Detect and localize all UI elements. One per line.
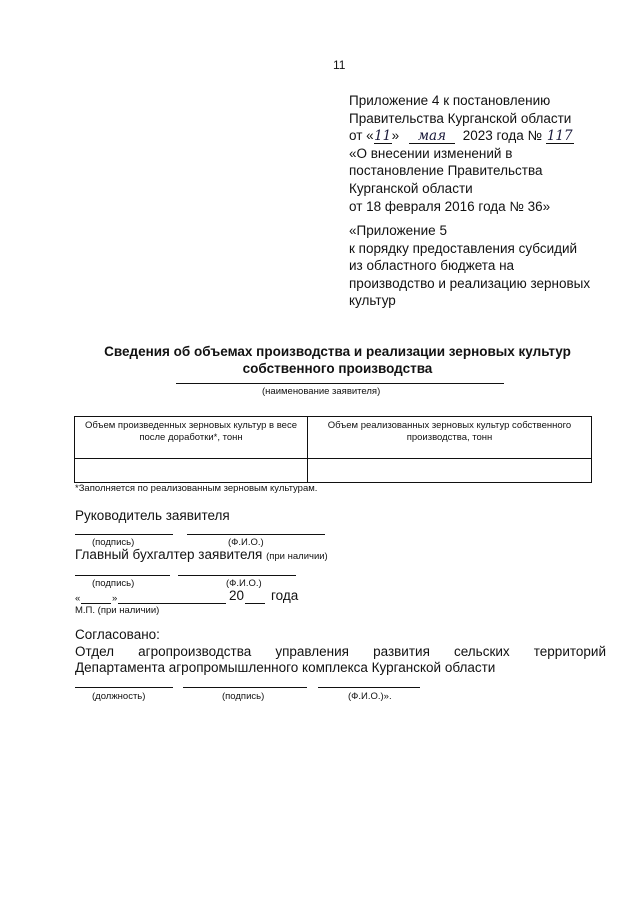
appendix-line: Курганской области: [349, 180, 473, 196]
title-line: собственного производства: [242, 361, 433, 376]
date-month-line: [118, 603, 226, 604]
stamp-label: М.П. (при наличии): [75, 605, 160, 616]
date-year-prefix: 20: [229, 588, 245, 603]
accountant-label: Главный бухгалтер заявителя: [75, 547, 263, 562]
appendix-subheader: [349, 222, 590, 310]
agreed-fio-line: [318, 687, 420, 688]
head-sign-line: [75, 534, 173, 535]
agreed-dept-line2: Департамента агропромышленного комплекса Курганской области: [75, 660, 496, 675]
applicant-name-line: [176, 383, 504, 384]
date-year-suffix: года: [271, 588, 299, 603]
head-label: Руководитель заявителя: [75, 508, 230, 523]
agreed-position-line: [75, 687, 173, 688]
appendix-line: Правительства Курганской области: [349, 110, 572, 126]
accountant-fio-line: [178, 575, 296, 576]
accountant-fio-label: (Ф.И.О.): [226, 578, 262, 589]
title-line: Сведения об объемах производства и реализации зерновых культур: [104, 344, 571, 359]
page-number: 11: [333, 58, 346, 72]
appendix-date-prefix: от «: [349, 128, 374, 144]
head-fio-line: [187, 534, 325, 535]
document-title: [60, 343, 615, 377]
appendix2-line: культур: [349, 293, 396, 309]
agreed-label: Согласовано:: [75, 627, 160, 642]
footnote: *Заполняется по реализованным зерновым культурам.: [75, 483, 318, 494]
table-header-sold: Объем реализованных зерновых культур собственного производства, тонн: [308, 417, 592, 459]
appendix2-line: производство и реализацию зерновых: [349, 275, 591, 291]
volumes-table: [74, 416, 592, 483]
appendix-header: [349, 92, 574, 215]
head-sign-label: (подпись): [92, 537, 135, 548]
table-cell-produced[interactable]: [75, 459, 308, 483]
appendix-date-quote: »: [391, 128, 400, 144]
appendix-date-number: 117: [546, 128, 573, 145]
appendix-line: от 18 февраля 2016 года № 36»: [349, 198, 551, 214]
table-header-produced: Объем произведенных зерновых культур в весе после доработки*, тонн: [75, 417, 308, 459]
appendix2-line: к порядку предоставления субсидий: [349, 240, 578, 256]
agreed-fio-label: (Ф.И.О.)».: [348, 691, 392, 702]
accountant-note: (при наличии): [266, 551, 328, 562]
agreed-position-label: (должность): [92, 691, 146, 702]
table-cell-sold[interactable]: [308, 459, 592, 483]
appendix2-line: из областного бюджета на: [349, 258, 515, 274]
accountant-sign-line: [75, 575, 170, 576]
accountant-sign-label: (подпись): [92, 578, 135, 589]
agreed-sign-label: (подпись): [222, 691, 265, 702]
appendix2-line: «Приложение 5: [349, 223, 447, 238]
date-day-line: [81, 603, 111, 604]
accountant-line: [75, 547, 328, 562]
appendix-line: Приложение 4 к постановлению: [349, 93, 551, 108]
appendix-date-line: [349, 127, 574, 145]
agreed-sign-line: [183, 687, 307, 688]
agreed-dept-line1: Отдел агропроизводства управления развития сельских территорий: [75, 644, 606, 659]
applicant-name-label: (наименование заявителя): [262, 386, 381, 397]
date-close-quote: »: [112, 593, 118, 604]
date-open-quote: «: [75, 593, 81, 604]
appendix-line: постановление Правительства: [349, 163, 543, 179]
date-year-line: [245, 603, 265, 604]
appendix-line: «О внесении изменений в: [349, 145, 513, 161]
appendix-date-year: 2023 года №: [462, 128, 542, 144]
head-fio-label: (Ф.И.О.): [228, 537, 264, 548]
appendix-date-day: 11: [374, 128, 392, 145]
appendix-date-month: мая: [409, 129, 455, 144]
agreed-department: [75, 643, 606, 660]
